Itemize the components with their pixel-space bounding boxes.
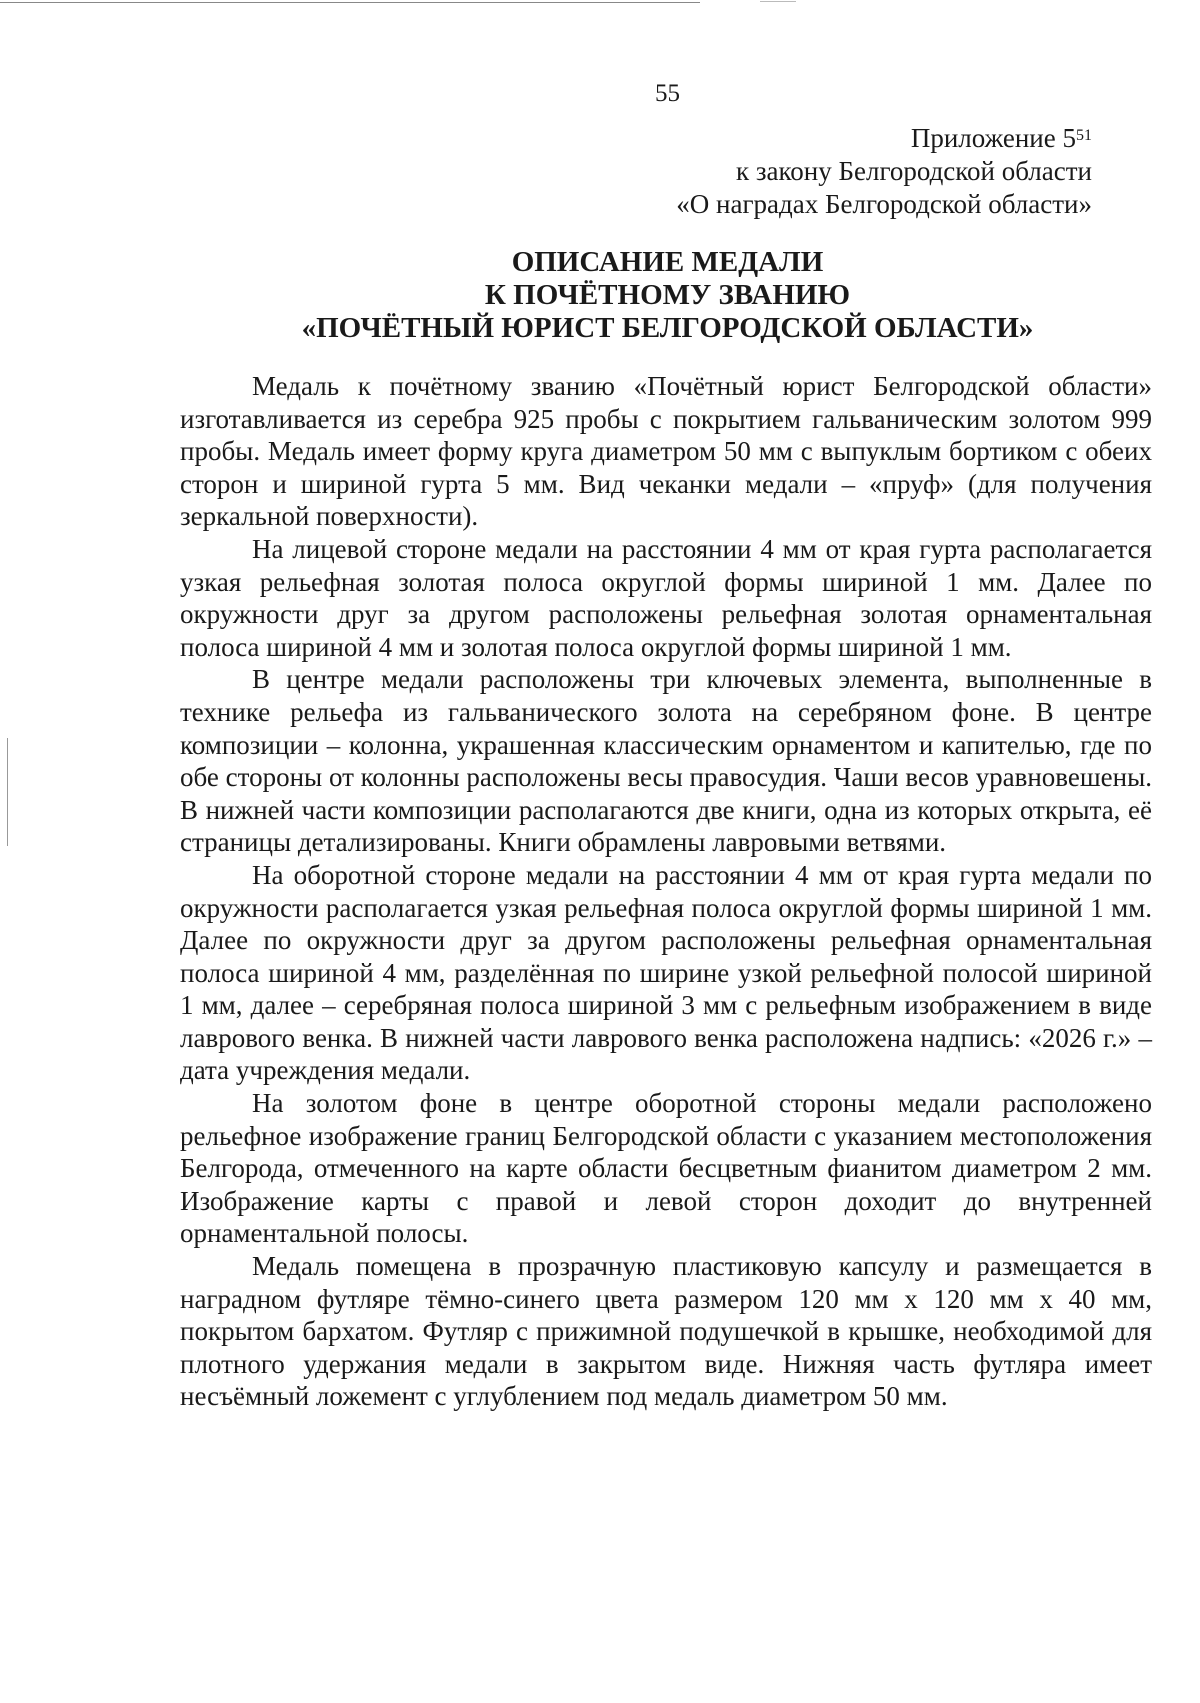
paragraph-reverse-edge: На оборотной стороне медали на расстоянии 4 мм от края гурта медали по окружности располагается узкая рельефная полоса округлой формы шириной 1 мм. Далее по окружности друг за другом расположены рельефная орнаментальная полоса шириной 4 мм, разделённая по ширине узкой рельефной полосой шириной 1 мм, далее – серебряная полоса шириной 3 мм с рельефным изображением в виде лаврового венка. В нижней части лаврового венка расположена надпись: «2026 г.» – дата учреждения медали.: [180, 859, 1152, 1086]
annex-number-superscript: 51: [1076, 127, 1092, 144]
paragraph-reverse-center: На золотом фоне в центре оборотной стороны медали расположено рельефное изображение границ Белгородской области с указанием местоположения Белгорода, отмеченного на карте области бесцветным фианитом диаметром 2 мм. Изображение карты с правой и левой сторон доходит до внутренней орнаментальной полосы.: [180, 1088, 1152, 1249]
scan-top-rule: [0, 2, 700, 3]
paragraph-obverse-center: В центре медали расположены три ключевых элемента, выполненные в технике рельефа из гальванического золота на серебряном фоне. В центре композиции – колонна, украшенная классическим орнаментом и капителью, где по обе стороны от колонны расположены весы правосудия. Чаши весов уравновешены. В нижней части композиции располагаются две книги, одна из которых открыта, её страницы детализированы. Книги обрамлены лавровыми ветвями.: [180, 664, 1152, 858]
document-body: [180, 370, 1152, 1413]
annex-line-1: [676, 122, 1092, 155]
scan-top-rule-fragment: [760, 1, 796, 2]
annex-header: [676, 122, 1092, 221]
paragraph-material: Медаль к почётному званию «Почётный юрист Белгородской области» изготавливается из серебра 925 пробы с покрытием гальваническим золотом 999 пробы. Медаль имеет форму круга диаметром 50 мм с выпуклым бортиком с обеих сторон и шириной гурта 5 мм. Вид чеканки медали – «пруф» (для получения зеркальной поверхности).: [180, 371, 1152, 532]
scan-margin-mark: [7, 738, 8, 846]
document-title: [0, 246, 1200, 345]
page-number: 55: [655, 80, 680, 107]
paragraph-obverse-edge: На лицевой стороне медали на расстоянии 4 мм от края гурта располагается узкая рельефная золотая полоса округлой формы шириной 1 мм. Далее по окружности друг за другом расположены рельефная золотая орнаментальная полоса шириной 4 мм и золотая полоса округлой формы шириной 1 мм.: [180, 533, 1152, 662]
annex-line-2: к закону Белгородской области: [736, 156, 1092, 186]
title-line-2: К ПОЧЁТНОМУ ЗВАНИЮ: [484, 279, 851, 311]
paragraph-case: Медаль помещена в прозрачную пластиковую капсулу и размещается в наградном футляре тёмно-синего цвета размером 120 мм х 120 мм х 40 мм, покрытом бархатом. Футляр с прижимной подушечкой в крышке, необходимой для плотного удержания медали в закрытом виде. Нижняя часть футляра имеет несъёмный ложемент с углублением под медаль диаметром 50 мм.: [180, 1251, 1152, 1412]
annex-line-3: «О наградах Белгородской области»: [676, 189, 1092, 219]
title-line-3: «ПОЧЁТНЫЙ ЮРИСТ БЕЛГОРОДСКОЙ ОБЛАСТИ»: [301, 312, 1034, 344]
title-line-1: ОПИСАНИЕ МЕДАЛИ: [511, 246, 824, 278]
annex-label: Приложение 5: [910, 123, 1076, 153]
